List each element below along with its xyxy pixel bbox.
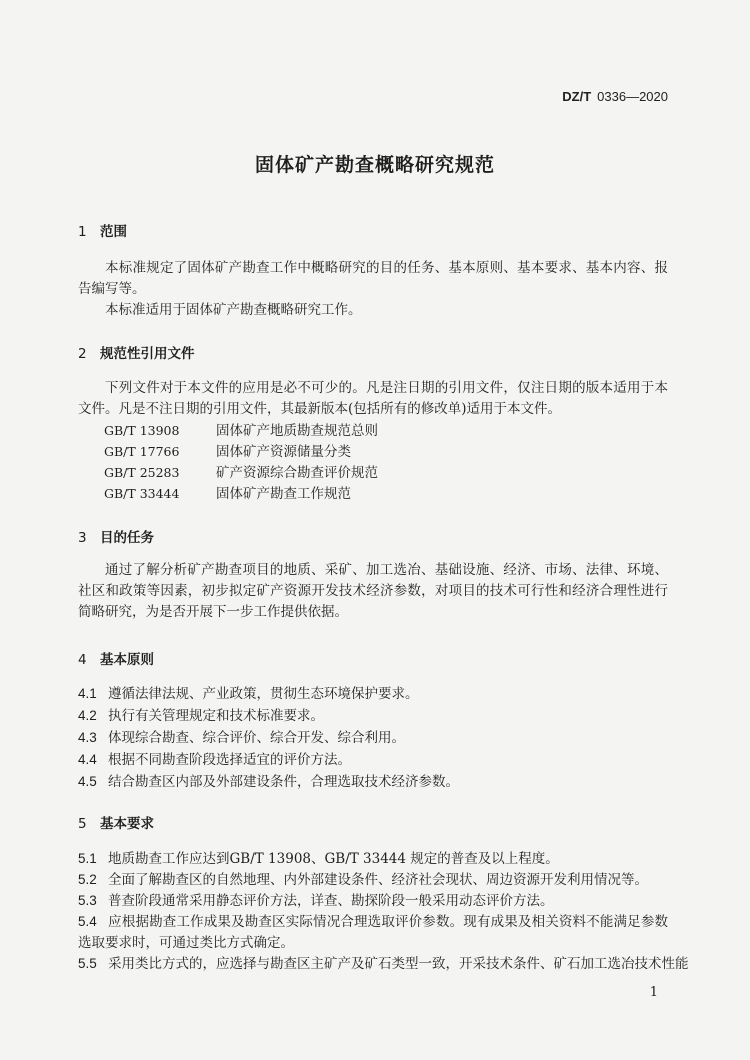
section-number: 3 [78,530,87,546]
reference-name: 固体矿产勘查工作规范 [216,486,351,502]
principle-item [78,683,668,705]
section-3-heading [78,526,154,546]
requirement-item [78,869,668,891]
section-3-paragraph-1: 通过了解分析矿产勘查项目的地质、采矿、加工选冶、基础设施、经济、市场、法律、环境、社区和政策等因素，初步拟定矿产资源开发技术经济参数，对项目的技术可行性和经济合理性进行简略研究，为是否开展下一步工作提供依据。 [78,562,668,620]
item-number: 4.1 [78,686,97,701]
item-text: 结合勘查区内部及外部建设条件，合理选取技术经济参数。 [108,774,459,790]
section-1-paragraph-1: 本标准规定了固体矿产勘查工作中概略研究的目的任务、基本原则、基本要求、基本内容、报告编写等。 [78,260,668,297]
item-number: 5.4 [78,914,97,929]
item-text: 普查阶段通常采用静态评价方法，详查、勘探阶段一般采用动态评价方法。 [108,893,554,909]
section-1-paragraph-2: 本标准适用于固体矿产勘查概略研究工作。 [105,302,362,318]
section-title: 目的任务 [100,530,154,546]
reference-name: 矿产资源综合勘查评价规范 [216,465,378,481]
section-number: 2 [78,346,87,362]
page-number: 1 [649,985,658,1000]
document-title: 固体矿产勘查概略研究规范 [254,154,495,176]
section-title: 规范性引用文件 [100,346,195,362]
section-1-heading [78,220,127,240]
item-number: 4.2 [78,708,97,723]
reference-item [104,441,694,463]
item-text: 执行有关管理规定和技术标准要求。 [108,708,324,724]
code-number: 0336—2020 [597,89,668,104]
section-title: 范围 [100,224,127,240]
section-number: 5 [78,816,87,832]
section-2-paragraph-1: 下列文件对于本文件的应用是必不可少的。凡是注日期的引用文件，仅注日期的版本适用于本文件。凡是不注日期的引用文件，其最新版本(包括所有的修改单)适用于本文件。 [78,380,668,417]
principle-item [78,705,668,727]
requirement-item [78,911,668,954]
reference-item [104,483,694,505]
section-2-heading [78,342,195,362]
section-number: 4 [78,652,87,668]
requirement-item [78,953,689,975]
principle-item [78,771,668,793]
item-text: 体现综合勘查、综合评价、综合开发、综合利用。 [108,730,405,746]
item-number: 5.1 [78,851,97,866]
reference-code: GB/T 33444 [104,486,180,501]
reference-item [104,462,694,484]
item-text: 地质勘查工作应达到GB/T 13908、GB/T 33444 规定的普查及以上程度。 [108,851,559,867]
reference-name: 固体矿产资源储量分类 [216,444,351,460]
section-title: 基本要求 [100,816,154,832]
reference-name: 固体矿产地质勘查规范总则 [216,423,378,439]
item-number: 5.2 [78,872,97,887]
item-text: 全面了解勘查区的自然地理、内外部建设条件、经济社会现状、周边资源开发利用情况等。 [108,872,648,888]
item-number: 4.5 [78,774,97,789]
item-text: 采用类比方式的，应选择与勘查区主矿产及矿石类型一致，开采技术条件、矿石加工选冶技术性能 [108,956,689,972]
section-5-heading [78,812,154,832]
reference-code: GB/T 17766 [104,444,180,459]
standard-code [562,89,668,104]
item-number: 5.3 [78,893,97,908]
section-title: 基本原则 [100,652,154,668]
section-number: 1 [78,224,87,240]
item-text: 应根据勘查工作成果及勘查区实际情况合理选取评价参数。现有成果及相关资料不能满足参数选取要求时，可通过类比方式确定。 [78,914,668,951]
reference-code: GB/T 13908 [104,423,180,438]
item-text: 根据不同勘查阶段选择适宜的评价方法。 [108,752,351,768]
section-4-heading [78,648,154,668]
item-number: 4.4 [78,752,97,767]
item-text: 遵循法律法规、产业政策，贯彻生态环境保护要求。 [108,686,419,702]
item-number: 5.5 [78,956,97,971]
reference-code: GB/T 25283 [104,465,180,480]
item-number: 4.3 [78,730,97,745]
principle-item [78,727,668,749]
principle-item [78,749,668,771]
requirement-item [78,890,668,912]
code-prefix: DZ/T [562,89,592,104]
reference-item [104,420,694,442]
requirement-item [78,848,668,870]
